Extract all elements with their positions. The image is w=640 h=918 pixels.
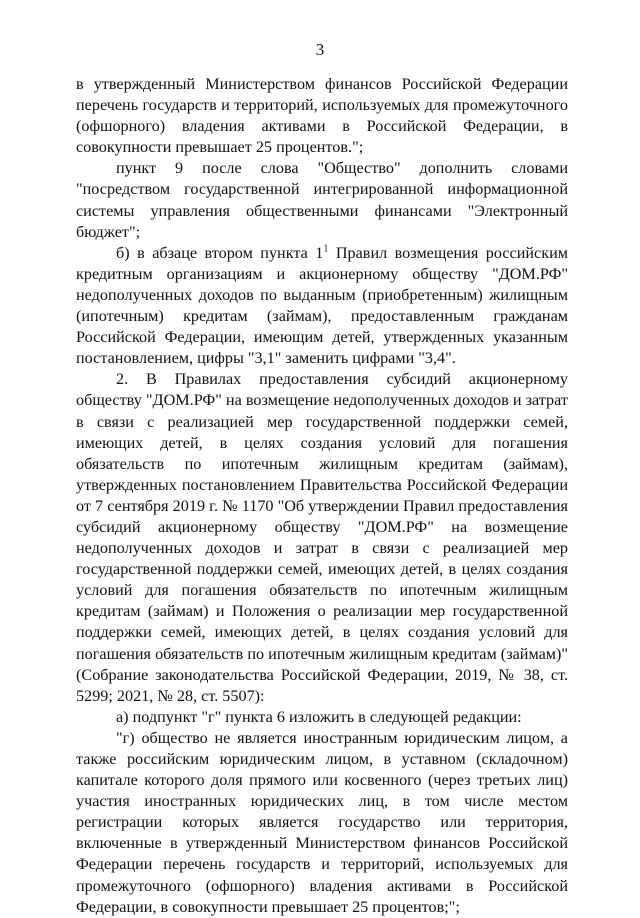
paragraph-subpoint-g-quote: "г) общество не является иностранным юридическим лицом, а также российским юридическим лицом, в уставном (складочном) капитале которого доля прямого или косвенного (через третьих лиц) участия иностранных юридических лиц, в том числе местом регистрации которых является государство или территория, включенные в утвержденный Министерством финансов Российской Федерации перечень государств и территорий, используемых для промежуточного (офшорного) владения активами в Российской Федерации, в совокупности превышает 25 процентов;"; [76, 728, 568, 916]
superscript-1: 1 [323, 243, 329, 255]
paragraph-continuation: в утвержденный Министерством финансов Российской Федерации перечень государств и территорий, используемых для промежуточного (офшорного) владения активами в Российской Федерации, в совокупности превышает 25 процентов."; [76, 75, 568, 157]
subpoint-b-text-end: Правил возмещения российским кредитным организациям и акционерному обществу "ДОМ.РФ" недополученных доходов по выданным (приобретенным) жилищным (ипотечным) кредитам (займам), предоставленным гражданам Российской Федерации, имеющим детей, утвержденных указанным постановлением, цифры "3,1" заменить цифрами "3,4". [76, 243, 568, 368]
page-number: 3 [315, 40, 325, 59]
paragraph-subpoint-a: а) подпункт "г" пункта 6 изложить в следующей редакции: [116, 707, 522, 726]
paragraph-point-9: пункт 9 после слова "Общество" дополнить словами "посредством государственной интегрированной информационной системы управления общественными финансами "Электронный бюджет"; [76, 159, 568, 241]
document-body [76, 74, 568, 918]
subpoint-b-text-start: б) в абзаце втором пункта 1 [116, 243, 324, 262]
paragraph-subpoint-b [76, 243, 568, 370]
paragraph-section-2: 2. В Правилах предоставления субсидий акционерному обществу "ДОМ.РФ" на возмещение недополученных доходов и затрат в связи с реализацией мер государственной поддержки семей, имеющих детей, в целях создания условий для погашения обязательств по ипотечным жилищным кредитам (займам), утвержденных постановлением Правительства Российской Федерации от 7 сентября 2019 г. № 1170 "Об утверждении Правил предоставления субсидий акционерному обществу "ДОМ.РФ" на возмещение недополученных доходов и затрат в связи с реализацией мер государственной поддержки семей, имеющих детей, в целях создания условий для погашения обязательств по ипотечным жилищным кредитам (займам) и Положения о реализации мер государственной поддержки семей, имеющих детей, в целях создания условий для погашения обязательств по ипотечным жилищным кредитам (займам)" (Собрание законодательства Российской Федерации, 2019, № 38, ст. 5299; 2021, № 28, ст. 5507): [76, 370, 568, 705]
